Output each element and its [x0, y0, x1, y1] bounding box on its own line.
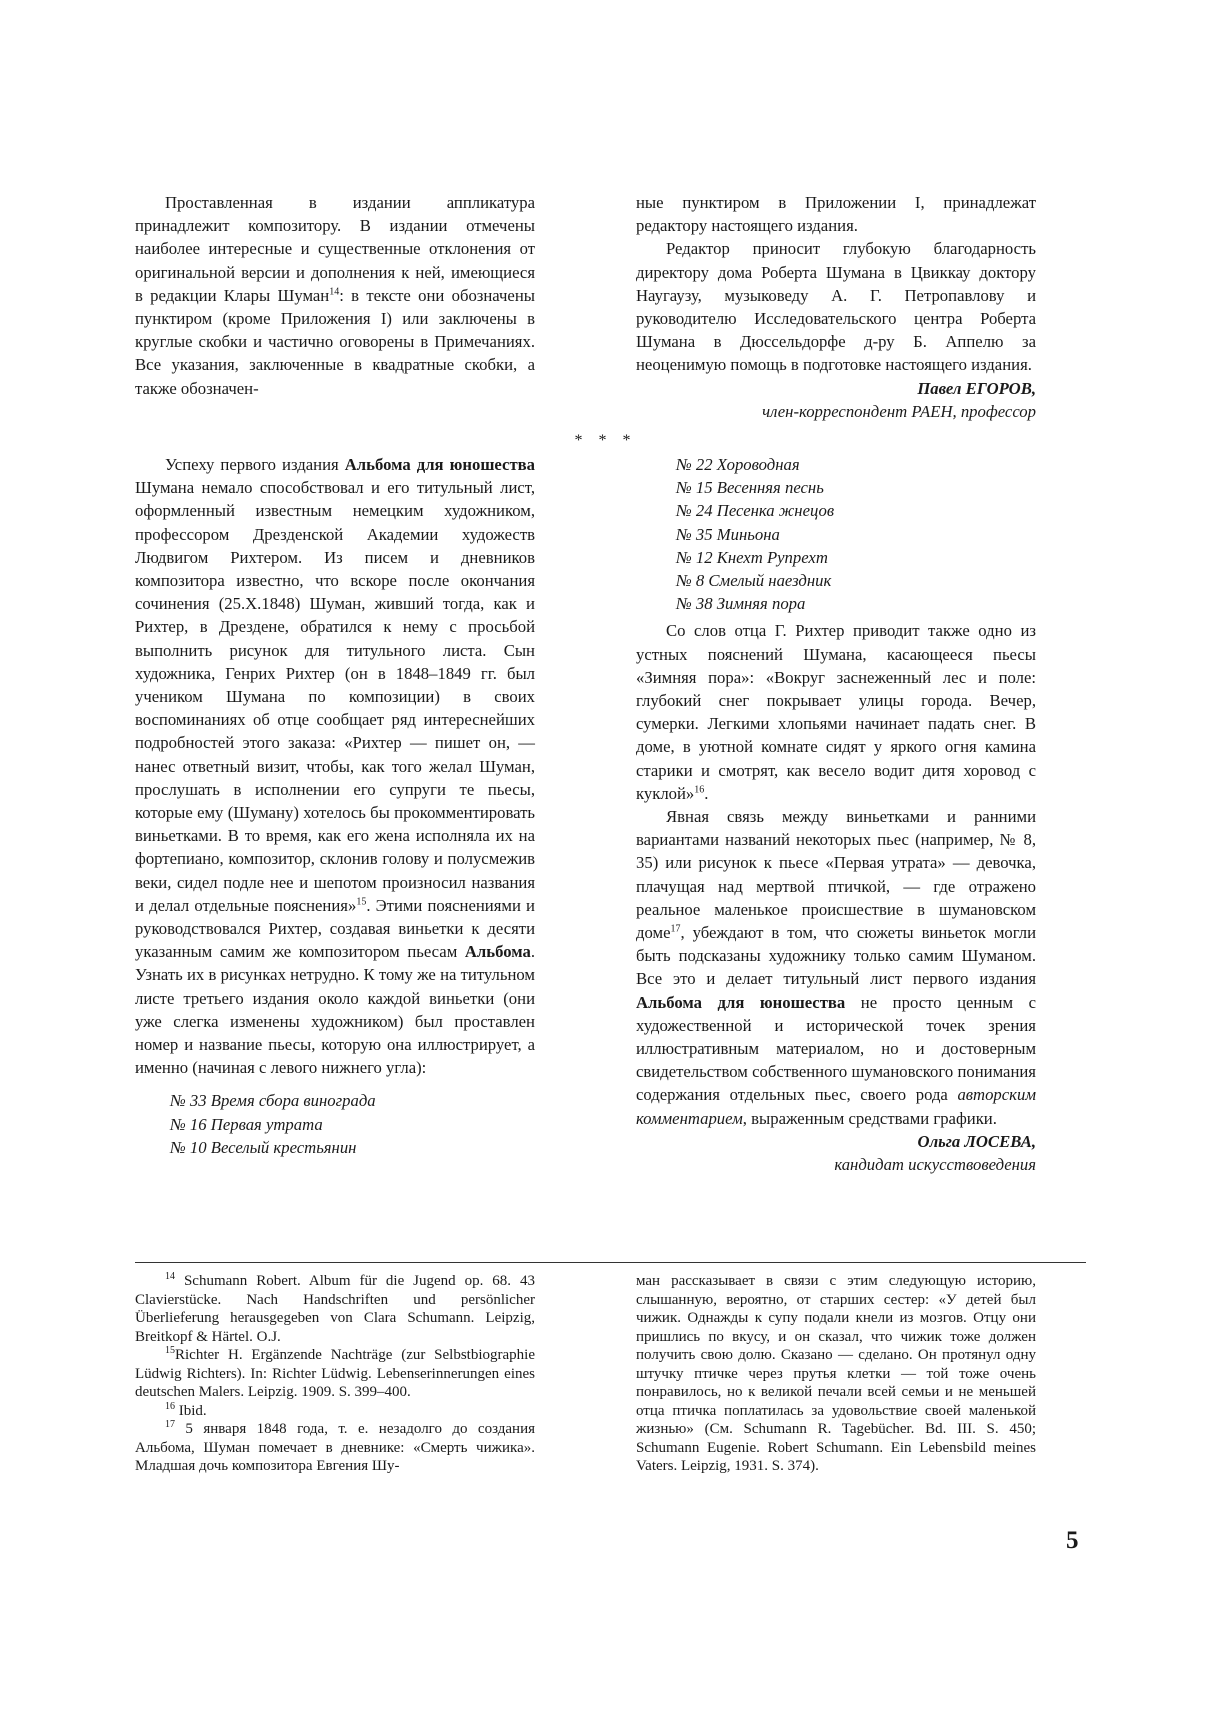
footnote-number: 15	[165, 1345, 175, 1356]
pieces-list-right	[636, 453, 1036, 615]
list-item: № 35 Миньона	[676, 524, 780, 544]
text: , убеждают в том, что сюжеты виньеток могли быть подсказаны художнику только самим Шуманом. Все это и делает титульный лист первого издания	[636, 923, 1036, 989]
signature-name-text: Ольга ЛОСЕВА,	[917, 1131, 1036, 1151]
footnote-text: Ibid.	[175, 1402, 207, 1419]
fingering-paragraph-continued: ные пунктиром в Приложении I, принадлежат редактору настоящего издания.	[636, 193, 1036, 236]
bold-title: Альбома для юношества	[344, 455, 535, 474]
list-item: № 10 Веселый крестьянин	[170, 1137, 357, 1157]
signature-title: кандидат искусствоведения	[834, 1155, 1036, 1175]
fingering-paragraph	[135, 191, 535, 400]
top-right-column	[636, 191, 1036, 423]
main-paragraph-1	[135, 453, 535, 1079]
footnote-14	[135, 1272, 535, 1346]
footnote-number: 16	[165, 1400, 175, 1412]
page-number: 5	[1066, 1527, 1079, 1554]
top-left-column	[135, 191, 535, 400]
signature-name-text: Павел ЕГОРОВ,	[917, 378, 1036, 398]
footnote-text: Schumann Robert. Album für die Jugend op. 68. 43 Clavierstücke. Nach Handschriften und persönlicher Überlieferung herausgegeben von Clara Schumann. Leipzig, Breitkopf & Härtel. O.J.	[135, 1273, 535, 1345]
signature-name	[636, 1130, 1036, 1153]
signature-title: член-корреспондент РАЕН, профессор	[762, 401, 1036, 421]
footnote-ref-16: 16	[694, 784, 705, 796]
footnote-16	[135, 1402, 535, 1421]
main-right-column	[636, 453, 1036, 1176]
main-paragraph-2	[636, 619, 1036, 805]
list-item: № 22 Хороводная	[676, 455, 800, 474]
text: Со слов отца Г. Рихтер приводит также одно из устных пояснений Шумана, касающееся пьесы «Зимняя пора»: «Вокруг заснеженный лес и поле: глубокий снег покрывает улицы города. Вечер, сумерки. Легкими хлопьями начинает падать снег. В доме, в уютной комнате сидят у яркого огня камина старики и смотрят, как весело водит дитя хоровод с куклой»	[636, 621, 1036, 803]
text: , выраженным средствами графики.	[742, 1108, 997, 1128]
footnote-17-continued: ман рассказывает в связи с этим следующую историю, слышанную, вероятно, от старших сестер: «У детей был чижик. Однажды к супу подали кнели из мозгов. Отцу они пришлись по вкусу, и он сказал, что чижик тоже должен получить свою долю. Сказано — сделано. Он протянул одну штучку птичке через прутья клетки — той тоже очень понравилось, но к великой печали всей семьи и не меньшей отца птичка поплатилась за удовольствие своей маленькой жизнью» (См. Schumann R. Tagebücher. Bd. III. S. 450; Schumann Eugenie. Robert Schumann. Ein Lebensbild meines Vaters. Leipzig, 1931. S. 374).	[636, 1273, 1036, 1474]
footnote-ref-14: 14	[329, 286, 340, 298]
footnotes-right	[636, 1272, 1036, 1476]
footnote-divider	[135, 1262, 1086, 1263]
list-item: № 16 Первая утрата	[170, 1114, 323, 1134]
footnote-text: 5 января 1848 года, т. е. незадолго до создания Альбома, Шуман помечает в дневнике: «Смерть чижика». Младшая дочь композитора Евгения Шу-	[135, 1421, 535, 1474]
main-paragraph-3	[636, 805, 1036, 1130]
footnote-ref-17: 17	[670, 923, 681, 935]
list-item: № 12 Кнехт Рупрехт	[676, 547, 828, 567]
list-item: № 24 Песенка жнецов	[676, 501, 835, 521]
text: . Этими пояснениями и руководствовался Рихтер, создавая виньетки к десяти указанным самим же композитором пьесам	[135, 895, 535, 962]
text: не просто ценным с художественной и исторической точек зрения иллюстративным материалом, но и достоверным свидетельством собственного шумановского понимания содержания отдельных пьес, своего рода	[636, 992, 1036, 1105]
bold-title: Альбома для юношества	[636, 992, 846, 1012]
signature-name	[636, 377, 1036, 400]
pieces-list-left	[135, 1089, 535, 1159]
acknowledgement-paragraph: Редактор приносит глубокую благодарность директору дома Роберта Шумана в Цвиккау доктору Наугаузу, музыковеду А. Г. Петропавлову и руководителю Исследовательского центра Роберта Шумана в Дюссельдорфе д-ру Б. Аппелю за неоценимую помощь в подготовке настоящего издания.	[636, 239, 1036, 375]
main-left-column	[135, 453, 535, 1159]
footnote-text: Richter H. Ergänzende Nachträge (zur Selbstbiographie Lüdwig Richters). In: Richter Lüdwig. Lebenserinnerungen eines deutschen Malers. Leipzig. 1909. S. 399–400.	[135, 1347, 535, 1400]
footnote-number: 17	[165, 1419, 175, 1430]
text: .	[704, 783, 709, 803]
section-separator: * * *	[574, 432, 637, 449]
text: Явная связь между виньетками и ранними вариантами названий некоторых пьес (например, № 8, 35) или рисунок к пьесе «Первая утрата» — девочка, плачущая над мертвой птичкой, — где отражено реальное маленькое происшествие в шумановском доме	[636, 807, 1036, 943]
footnote-17	[135, 1420, 535, 1476]
bold-title: Альбома	[464, 942, 531, 962]
text: . Узнать их в рисунках нетрудно. К тому же на титульном листе третьего издания около каждой виньетки (они уже слегка изменены художником) был проставлен номер и название пьесы, которую она иллюстрирует, а именно (начиная с левого нижнего угла):	[135, 942, 535, 1078]
italic-phrase: авторским комментарием	[636, 1085, 1036, 1128]
list-item: № 33 Время сбора винограда	[170, 1091, 376, 1111]
text: Успеху первого издания	[165, 455, 345, 474]
paragraph-text-tail: : в тексте они обозначены пунктиром (кроме Приложения I) или заключены в круглые скобки и частично оговорены в Примечаниях. Все указания, заключенные в квадратные скобки, а также обозначен-	[135, 285, 535, 398]
list-item: № 38 Зимняя пора	[676, 594, 806, 614]
footnote-number: 14	[165, 1271, 175, 1282]
list-item: № 15 Весенняя песнь	[676, 478, 824, 498]
paragraph-text: Проставленная в издании аппликатура принадлежит композитору. В издании отмечены наиболее интересные и существенные отклонения от оригинальной версии и дополнения к ней, имеющиеся в редакции Клары Шуман	[135, 193, 535, 305]
footnote-15	[135, 1346, 535, 1402]
list-item: № 8 Смелый наездник	[676, 571, 832, 591]
footnote-ref-15: 15	[356, 896, 367, 908]
footnotes-left	[135, 1272, 535, 1476]
text: Шумана немало способствовал и его титульный лист, оформленный известным немецким художником, профессором Дрезденской Академии художеств Людвигом Рихтером. Из писем и дневников композитора известно, что вскоре после окончания сочинения (25.X.1848) Шуман, живший тогда, как и Рихтер, в Дрездене, обратился к нему с просьбой выполнить рисунок для титульного листа. Сын художника, Генрих Рихтер (он в 1848–1849 гг. был учеником Шумана по композиции) в своих воспоминаниях об отце сообщает ряд интереснейших подробностей этого заказа: «Рихтер — пишет он, — нанес ответный визит, чтобы, как того желал Шуман, прослушать в исполнении его супруги те пьесы, которые ему (Шуману) хотелось бы прокомментировать виньетками. В то время, как его жена исполняла их на фортепиано, композитор, склонив голову и полусмежив веки, сидел подле нее и шепотом произносил названия и делал отдельные пояснения»	[135, 478, 535, 915]
